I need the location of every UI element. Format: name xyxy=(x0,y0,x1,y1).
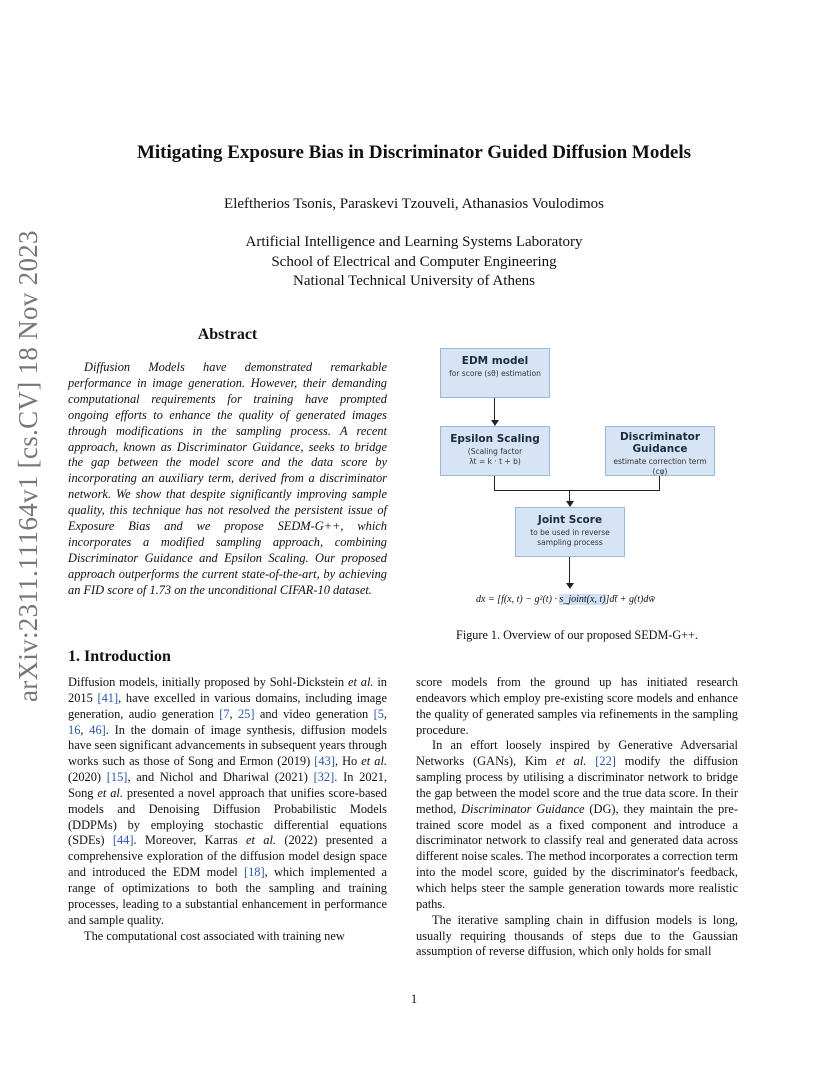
joint-score-title: Joint Score xyxy=(537,514,603,526)
citation-link[interactable]: [44] xyxy=(112,833,134,848)
text-run: . In the domain of image synthesis, diffusion models have seen significant advancements in subsequent years through works such as those of Song and Ermon (2019) xyxy=(68,722,387,769)
citation-link[interactable]: [41] xyxy=(97,690,119,705)
arxiv-stamp: arXiv:2311.11164v1 [cs.CV] 18 Nov 2023 xyxy=(13,230,43,702)
citation-link[interactable]: 46] xyxy=(89,722,106,737)
right-column-body xyxy=(416,675,738,960)
joint-score-sub2: sampling process xyxy=(537,538,603,547)
joint-score-sub1: to be used in reverse xyxy=(530,528,610,537)
affiliation xyxy=(0,233,828,292)
page-number: 1 xyxy=(410,991,418,1006)
text-run: , which implemented a range of optimizations to both the sampling and training processes, leading to a substantial enhancement in performance and sample quality. xyxy=(68,865,388,927)
section-heading-introduction: 1. Introduction xyxy=(68,648,171,665)
citation-link[interactable]: [5 xyxy=(373,706,384,721)
citation-link[interactable]: 16 xyxy=(68,722,81,737)
connector-eps-down xyxy=(494,476,495,490)
intro-paragraph-continued: score models from the ground up has initiated research endeavors which employ pre-existing score models and enhance the quality of generated samples via refinements in the sampling procedure. xyxy=(416,675,738,737)
text-run: (2022) presented a comprehensive exploration of the diffusion model design space and introduced the EDM model xyxy=(68,833,387,880)
text-run xyxy=(586,754,595,768)
intro-paragraph-dg xyxy=(416,738,738,912)
edm-model-box xyxy=(440,348,550,398)
epsilon-scaling-sub2: λt = k · t + b) xyxy=(469,457,521,466)
eq-suffix: ]dt̄ + g(t)dw̄ xyxy=(605,594,656,605)
left-column-body xyxy=(68,675,387,944)
epsilon-scaling-sub1: (Scaling factor xyxy=(467,447,523,456)
affiliation-school: School of Electrical and Computer Engineering xyxy=(271,253,557,270)
text-run: Diffusion models, initially proposed by Sohl-Dickstein xyxy=(68,675,348,689)
figure-1-caption: Figure 1. Overview of our proposed SEDM-G++. xyxy=(456,628,698,642)
discriminator-sub: estimate correction term (cφ) xyxy=(613,457,707,476)
eq-joint-score: s_joint(x, t) xyxy=(559,594,606,605)
intro-paragraph-2: The computational cost associated with training new xyxy=(84,928,345,943)
text-run: et al. xyxy=(361,754,387,769)
edm-model-sub: for score (sθ) estimation xyxy=(449,369,541,378)
arrow-edm-to-eps xyxy=(494,398,495,421)
author-list: Eleftherios Tsonis, Paraskevi Tzouveli, Athanasios Voulodimos xyxy=(224,196,604,212)
text-run: et al. xyxy=(97,785,123,800)
epsilon-scaling-title: Epsilon Scaling xyxy=(450,433,540,445)
text-run: and video generation xyxy=(254,706,374,721)
citation-link[interactable]: [43] xyxy=(314,754,335,769)
discriminator-title: Discriminator xyxy=(619,431,701,443)
text-run: In an effort loosely inspired by Generative Adversarial Networks (GANs), Kim xyxy=(416,738,738,769)
citation-link[interactable]: [18] xyxy=(243,865,265,880)
text-run: . In 2021, Song xyxy=(68,770,387,800)
affiliation-lab: Artificial Intelligence and Learning Systems Laboratory xyxy=(245,234,583,250)
arrow-joint-to-eq xyxy=(569,557,570,584)
citation-link[interactable]: [15] xyxy=(106,770,128,785)
citation-link[interactable]: [32] xyxy=(313,770,335,785)
text-run: (2020) xyxy=(68,770,107,785)
text-run: presented a novel approach that unifies score-based models and Denoising Diffusion Probabilistic Models (DDPMs) by employing stochastic differential equations (SDEs) xyxy=(68,785,387,848)
citation-link[interactable]: [7 xyxy=(219,706,230,721)
text-run: , Ho xyxy=(334,754,362,769)
intro-paragraph-1: Diffusion models, initially proposed by Sohl-Dickstein et al. in 2015 [41], have excelled in various domains, including image generation, audio generation [7, 25] and video generation [5, 16, 46]. In the domain of image synthesis, diffusion models have seen significant advancements in subsequent years through works such as those of Song and Ermon (2019) [43], Ho et al. (2020) [15], and Nichol and Dhariwal (2021) [32]. In 2021, Song et al. presented a novel approach that unifies score-based models and Denoising Diffusion Probabilistic Models (DDPMs) by employing stochastic differential equations (SDEs) [44]. Moreover, Karras et al. (2022) presented a comprehensive exploration of the diffusion model design space and introduced the EDM model [18], which implemented a range of optimizations to both the sampling and training processes, leading to a substantial enhancement in performance and sample quality. xyxy=(68,675,388,927)
discriminator-guidance-box xyxy=(605,426,715,476)
reverse-sde-equation xyxy=(476,594,655,605)
text-run: et al. xyxy=(347,675,374,689)
text-run: (DG), they maintain the pre-trained score model as a fixed component and introduce a discriminator network to classify real and generated data across different noise scales. The method incorporates a correction term into the model score, guided by the discriminator's feedback, which helps steer the sample generation towards more realistic paths. xyxy=(416,801,738,911)
connector-disc-down xyxy=(659,476,660,490)
abstract-heading: Abstract xyxy=(197,326,258,343)
text-run: et al. xyxy=(246,833,277,848)
affiliation-university: National Technical University of Athens xyxy=(293,273,535,289)
text-run: modify the diffusion sampling process by utilising a discriminator network to bridge the gap between the model score and the true data score. In their method, xyxy=(416,754,738,816)
text-run: in 2015 xyxy=(68,675,387,705)
edm-model-title: EDM model xyxy=(461,355,529,367)
abstract-text: Diffusion Models have demonstrated remarkable performance in image generation. However, their demanding computational requirements for training have prompted ongoing efforts to enhance the quality of generated images through modifications in the sampling process. A recent approach, known as Discriminator Guidance, seeks to bridge the gap between the model score and the data score by incorporating an auxiliary term, derived from a discriminator network. We show that despite significantly improving sample quality, this technique has not resolved the persistent issue of Exposure Bias and we propose SEDM-G++, which incorporates a modified sampling approach, combining Discriminator Guidance and Epsilon Scaling. Our proposed approach outperforms the current state-of-the-art, by achieving an FID score of 1.73 on the unconditional CIFAR-10 dataset. xyxy=(68,360,387,597)
text-run: et al. xyxy=(555,754,587,769)
citation-link[interactable]: [22] xyxy=(595,754,616,769)
arrow-head xyxy=(566,583,574,589)
text-run: . Moreover, Karras xyxy=(133,833,247,848)
figure-1-diagram xyxy=(430,345,730,620)
epsilon-scaling-box xyxy=(440,426,550,476)
joint-score-box xyxy=(515,507,625,557)
text-run: , and Nichol and Dhariwal (2021) xyxy=(127,770,314,785)
text-run: , have excelled in various domains, including image generation, audio generation xyxy=(68,690,387,721)
citation-link[interactable]: 25] xyxy=(237,706,255,721)
guidance-title: Guidance xyxy=(632,443,688,455)
intro-paragraph-sampling: The iterative sampling chain in diffusion models is long, usually requiring thousands of steps due to the Gaussian assumption of reverse diffusion, which only holds for small xyxy=(416,912,738,959)
text-run: Discriminator Guidance xyxy=(461,801,585,816)
paper-title: Mitigating Exposure Bias in Discriminator Guided Diffusion Models xyxy=(136,142,692,163)
eq-prefix: dx = [f(x, t) − g²(t) · xyxy=(476,594,560,605)
connector-horizontal xyxy=(494,490,660,491)
